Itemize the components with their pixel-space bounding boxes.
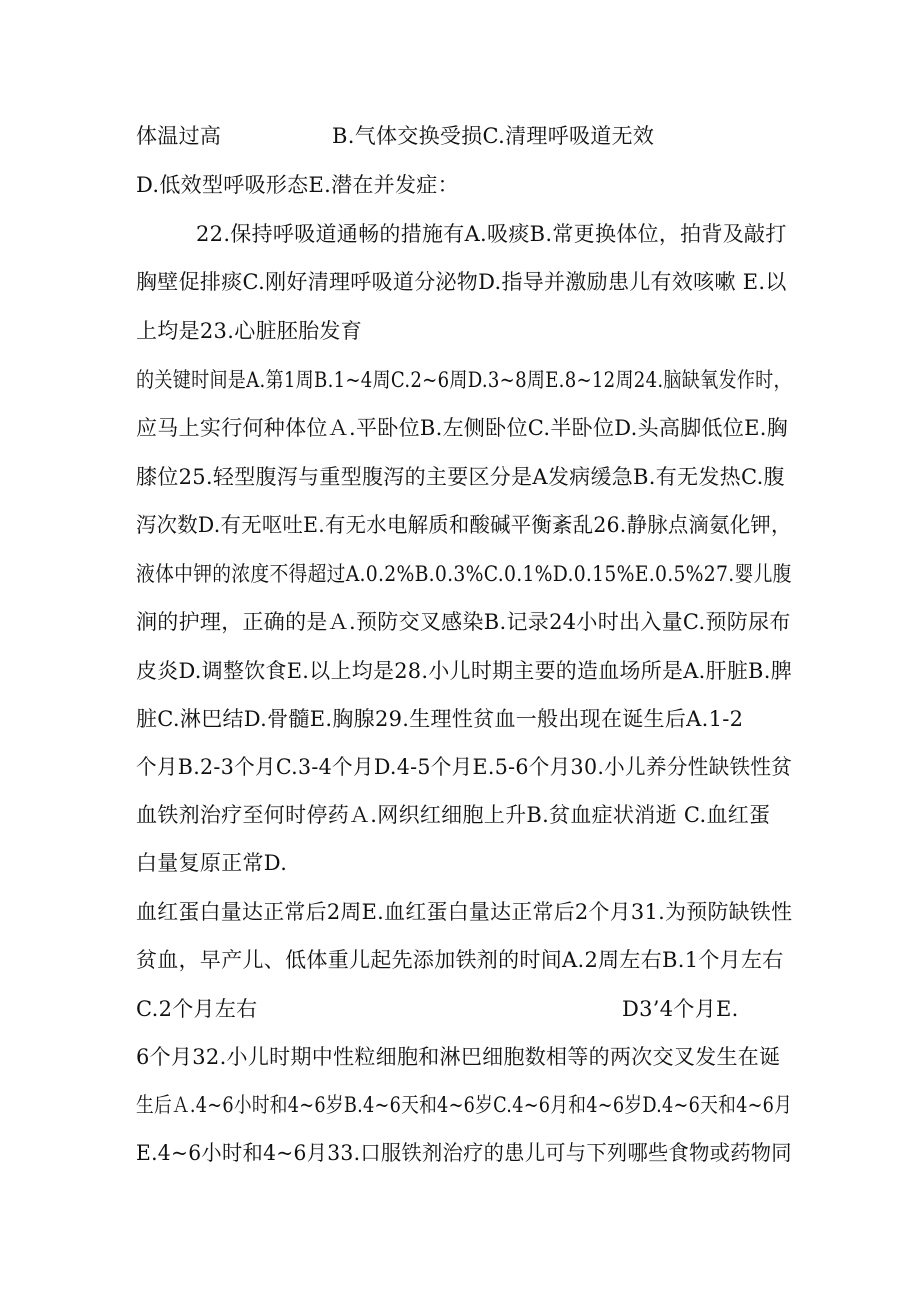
text-segment: D3’4个月E. — [622, 997, 739, 1021]
text-line: 液体中钾的浓度不得超过A.0.2%B.0.3%C.0.1%D.0.15%E.0.5%27.婴儿腹 — [136, 562, 792, 586]
text-line: 个月B.2-3个月C.3-4个月D.4-5个月E.5-6个月30.小儿养分性缺铁性贫 — [136, 755, 793, 779]
text-line — [136, 121, 655, 151]
text-line: 上均是23.心脏胚胎发育 — [136, 319, 362, 343]
text-segment: B.气体交换受损C.清理呼吸道无效 — [332, 124, 655, 148]
text-line: 6个月32.小儿时期中性粒细胞和淋巴细胞数相等的两次交叉发生在诞 — [136, 1045, 781, 1069]
text-line: 应马上实行何种体位Ａ.平卧位B.左侧卧位C.半卧位D.头高脚低位E.胸 — [136, 416, 789, 440]
text-line — [136, 994, 739, 1024]
text-line: D.低效型呼吸形态E.潜在并发症： — [136, 173, 459, 197]
text-line: 膝位25.轻型腹泻与重型腹泻的主要区分是A发病缓急B.有无发热C.腹 — [136, 465, 785, 489]
text-line: 血红蛋白量达正常后2周E.血红蛋白量达正常后2个月31.为预防缺铁性 — [136, 900, 793, 924]
text-line: E.4~6小时和4~6月33.口服铁剂治疗的患儿可与下列哪些食物或药物同 — [136, 1141, 792, 1165]
text-line: 胸壁促排痰C.刚好清理呼吸道分泌物D.指导并激励患儿有效咳嗽 E.以 — [136, 270, 787, 294]
text-segment: 体温过高 — [136, 124, 222, 148]
text-line: 泻次数D.有无呕吐E.有无水电解质和酸碱平衡紊乱26.静脉点滴氨化钾， — [136, 513, 792, 537]
text-line: 脏C.淋巴结D.骨髓E.胸腺29.生理性贫血一般出现在诞生后A.1-2 — [136, 707, 744, 731]
text-line: 贫血，早产儿、低体重儿起先添加铁剂的时间A.2周左右B.1个月左右 — [136, 948, 784, 972]
text-line: 白量复原正常D. — [136, 851, 288, 875]
text-line: 血铁剂治疗至何时停药Ａ.网织红细胞上升B.贫血症状消逝 C.血红蛋 — [136, 803, 771, 827]
text-line: 皮炎D.调整饮食E.以上均是28.小儿时期主要的造血场所是A.肝脏B.脾 — [136, 659, 792, 683]
text-line: 的关键时间是A.第1周B.1~4周C.2~6周D.3~8周E.8~12周24.脑缺氧发作时， — [136, 368, 792, 392]
text-line: 生后Ａ.4~6小时和4~6岁B.4~6天和4~6岁C.4~6月和4~6岁D.4~6天和4~6月 — [136, 1093, 793, 1117]
text-line: 22.保持呼吸道通畅的措施有A.吸痰B.常更换体位，拍背及敲打 — [196, 222, 787, 246]
text-line: 涧的护理，正确的是Ａ.预防交叉感染B.记录24小时出入量C.预防尿布 — [136, 610, 791, 634]
text-segment: C.2个月左右 — [136, 997, 258, 1021]
